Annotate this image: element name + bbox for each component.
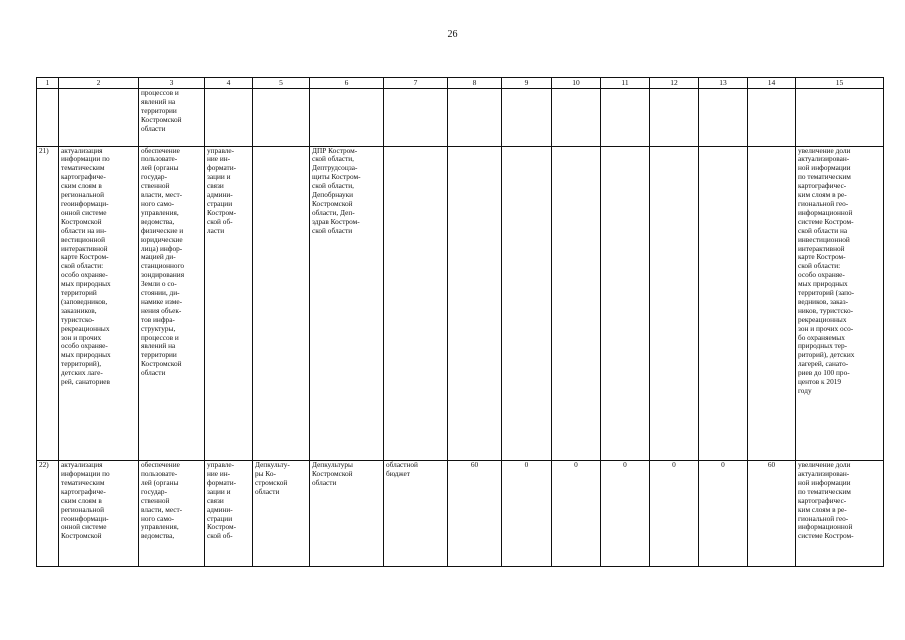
column-number: 7 [384,78,448,89]
activity-name-cell: актуализация информации по тематическим картографиче- ским слоям в региональной геоинформаци- онной системе Костромской области на ин- вестиционной интерактивной карте Костром- ской области: особо охраняе- мых природных территорий (заповедников, заказников, туристско- рекреационных зон и прочих особо охраняе- мых природных территорий), детских лаге- рей, санаториев [59,146,139,461]
value-cell [448,146,502,461]
page-number: 26 [447,29,458,40]
column-number: 13 [699,78,748,89]
responsible-executor-cell: управле- ние ин- формати- зации и связи админи- страции Костром- ской об- ласти [205,146,253,461]
value-cell [502,89,552,146]
value-cell [601,146,650,461]
value-cell: 0 [502,461,552,567]
participants-cell: ДПР Костром- ской области, Дептрудсоцза- щиты Костром- ской области, Депобрнауки Костромской области, Деп- здрав Костром- ской области [310,146,384,461]
column-number: 10 [552,78,601,89]
column-number-row [37,78,884,89]
participants-cell: Депкультуры Костромской области [310,461,384,567]
value-cell: 0 [650,461,699,567]
value-cell [699,89,748,146]
indicator-cell: увеличение доли актуализирован- ной информации по тематическим картографичес- ким слоям в ре- гиональной гео- информационной системе Костром- ской области на инвестиционной интерактивной карте Костром- ской области: особо охраняе- мых природных территорий (запо- ведников, заказ- ников, туристско- рекреационных зон и прочих осо- бо охраняемых природных тер- риторий), детских лагерей, санато- риев до 100 про- центов к 2019 году [796,146,884,461]
expected-result-cell: обеспечение пользовате- лей (органы государ- ственной власти, мест- ного само- управления, ведомства, [139,461,205,567]
column-number: 14 [748,78,796,89]
value-cell [699,146,748,461]
activity-name-cell: актуализация информации по тематическим картографиче- ским слоям в региональной геоинформаци- онной системе Костромской [59,461,139,567]
value-cell: 0 [552,461,601,567]
value-cell [650,89,699,146]
table-row [37,146,884,461]
value-cell [552,89,601,146]
value-cell [748,146,796,461]
column-number: 9 [502,78,552,89]
participants-cell [310,89,384,146]
funding-source-cell: областной бюджет [384,461,448,567]
program-table [36,77,884,567]
indicator-cell: увеличение доли актуализирован- ной информации по тематическим картографичес- ким слоям в ре- гиональной гео- информационной системе Костром- [796,461,884,567]
column-number: 3 [139,78,205,89]
row-number-cell: 21) [37,146,59,461]
co-executor-cell [253,146,310,461]
row-number-cell [37,89,59,146]
row-number-cell: 22) [37,461,59,567]
value-cell [502,146,552,461]
value-cell: 60 [448,461,502,567]
value-cell [748,89,796,146]
activity-name-cell [59,89,139,146]
value-cell: 0 [699,461,748,567]
value-cell [448,89,502,146]
co-executor-cell [253,89,310,146]
column-number: 11 [601,78,650,89]
column-number: 6 [310,78,384,89]
column-number: 1 [37,78,59,89]
co-executor-cell: Депкульту- ры Ко- стромской области [253,461,310,567]
column-number: 2 [59,78,139,89]
responsible-executor-cell [205,89,253,146]
expected-result-cell: обеспечение пользовате- лей (органы государ- ственной власти, мест- ного само- управления, ведомства, физические и юридические лица) инфор- мацией ди- станционного зондирования Земли о со- стоянии, ди- намике изме- нения объек- тов инфра- структуры, процессов и явлений на территории Костромской области [139,146,205,461]
column-number: 15 [796,78,884,89]
value-cell: 0 [601,461,650,567]
column-number: 12 [650,78,699,89]
indicator-cell [796,89,884,146]
funding-source-cell [384,89,448,146]
column-number: 5 [253,78,310,89]
table-row [37,89,884,146]
value-cell: 60 [748,461,796,567]
value-cell [650,146,699,461]
value-cell [601,89,650,146]
column-number: 4 [205,78,253,89]
table-row [37,461,884,567]
responsible-executor-cell: управле- ние ин- формати- зации и связи админи- страции Костром- ской об- [205,461,253,567]
column-number: 8 [448,78,502,89]
funding-source-cell [384,146,448,461]
value-cell [552,146,601,461]
expected-result-cell: процессов и явлений на территории Костромской области [139,89,205,146]
